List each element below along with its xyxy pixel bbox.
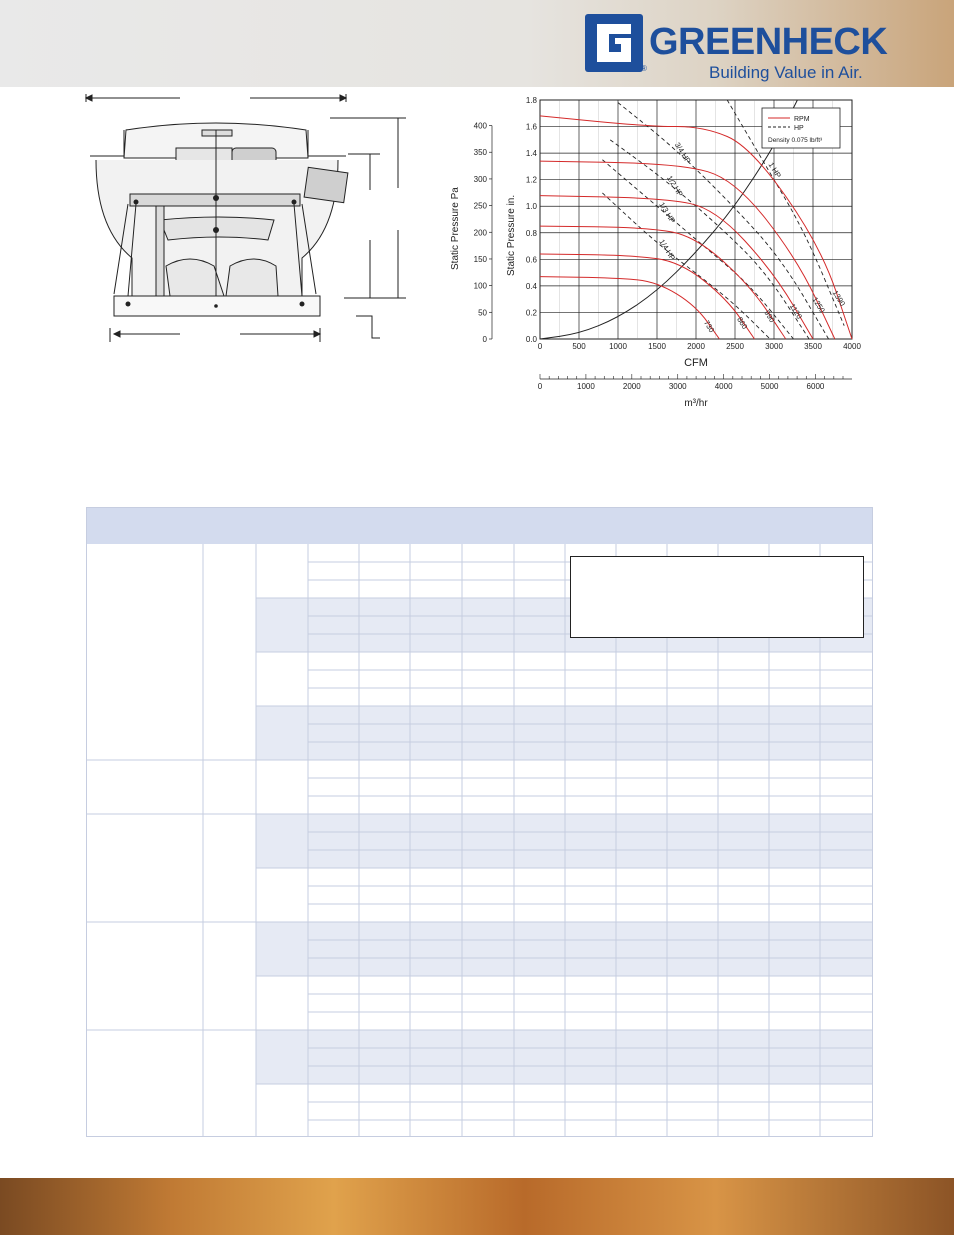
y-tick-label-pa: 350 [473,148,487,158]
table-subgroup-cell [256,1084,308,1136]
x2-axis-label: m³/hr [684,398,708,409]
x-axis-label: CFM [684,357,708,369]
table-subgroup-cell [256,868,308,922]
rpm-curve-label: 990 [762,308,777,325]
y-tick-label-pa: 250 [473,201,487,211]
greenheck-logo-mark-icon [585,14,643,72]
hp-curve-label: 1 HP [766,160,783,180]
hp-curve-label: 1/3 HP [657,200,678,225]
registered-mark: ® [641,64,647,73]
table-row [308,1120,872,1136]
performance-chart [440,90,880,415]
table-row [308,904,872,922]
y-tick-label-in: 1.2 [525,175,537,185]
table-header-band [87,508,872,544]
y-tick-label-in: 0.8 [525,228,537,238]
table-subgroup-cell [256,544,308,598]
table-row [308,976,872,994]
brand-name: GREENHECK [649,21,888,63]
legend-density: Density 0.075 lb/ft³ [768,137,823,144]
table-subgroup-cell [256,922,308,976]
table-row [308,940,872,958]
table-row [308,814,872,832]
fan-dimension-drawing [80,90,410,350]
table-row [308,832,872,850]
y-tick-label-pa: 0 [482,335,487,344]
table-row [308,706,872,724]
table-row [308,670,872,688]
hp-curve-label: 1/2 HP [665,173,685,199]
table-row [308,922,872,940]
y-tick-label-in: 0.4 [525,281,537,291]
table-row [308,1102,872,1120]
x-tick-label: 1000 [609,342,627,351]
performance-chart-svg [440,90,880,415]
hp-curve-label: 1/4 HP [657,237,678,262]
table-row [308,994,872,1012]
y-tick-label-pa: 150 [473,254,487,264]
y-tick-label-pa: 400 [473,121,487,131]
y-tick-label-pa: 50 [478,308,487,318]
chart-legend [762,108,840,148]
rpm-curve-label: 730 [702,318,717,335]
y-tick-label-in: 1.8 [525,96,537,105]
table-subgroup-cell [256,760,308,814]
table-subgroup-cell [256,814,308,868]
table-row [308,958,872,976]
table-row [308,742,872,760]
table-note-box [570,556,864,638]
m3hr-tick-label: 1000 [577,382,595,391]
rpm-curve-label: 860 [735,315,750,331]
y-axis-label-pa: Static Pressure Pa [450,187,461,270]
y-tick-label-pa: 200 [473,228,487,238]
performance-table [86,507,873,1137]
rpm-curve-label: 1120 [787,302,804,321]
x-tick-label: 500 [572,342,586,351]
table-row [308,1030,872,1048]
x-tick-label: 0 [537,342,543,351]
table-subgroup-cell [256,1030,308,1084]
table-subgroup-cell [256,976,308,1030]
table-row [308,688,872,706]
table-subgroup-cell [256,598,308,652]
y-tick-label-pa: 300 [473,174,487,184]
legend-hp: HP [794,125,804,132]
table-row [308,886,872,904]
y-tick-label-in: 1.4 [525,149,537,159]
table-subgroup-cell [256,652,308,706]
y-axis-label-in: Static Pressure in. [506,194,517,276]
y-tick-label-in: 1.0 [525,202,537,212]
x-tick-label: 3000 [765,342,783,351]
table-row [308,652,872,670]
table-row [308,1048,872,1066]
y-tick-label-in: 0.0 [525,335,537,344]
brand-tagline: Building Value in Air. [709,63,863,82]
x-tick-label: 1500 [648,342,666,351]
table-row [308,724,872,742]
table-row [308,850,872,868]
table-row [308,778,872,796]
y-tick-label-in: 0.2 [525,308,537,318]
m3hr-tick-label: 3000 [668,382,687,391]
m3hr-tick-label: 6000 [806,382,825,391]
legend-rpm: RPM [794,116,810,123]
x-tick-label: 2500 [726,342,744,351]
x-tick-label: 4000 [843,342,861,351]
y-tick-label-in: 0.6 [525,255,537,265]
rpm-curve-label: 1250 [810,295,827,315]
table-row [308,796,872,814]
m3hr-tick-label: 0 [537,382,543,391]
table-row [308,760,872,778]
y-tick-label-in: 1.6 [525,122,537,132]
x-tick-label: 3500 [804,342,822,351]
rpm-curve-label: 1390 [830,288,848,308]
hp-curve-label: 3/4 HP [672,140,693,165]
greenheck-logo [585,14,888,84]
table-row [308,1084,872,1102]
footer-band [0,1178,954,1235]
m3hr-tick-label: 2000 [622,382,641,391]
table-row [308,1066,872,1084]
m3hr-tick-label: 5000 [760,382,779,391]
m3hr-tick-label: 4000 [714,382,733,391]
table-row [308,1012,872,1030]
table-row [308,868,872,886]
x-tick-label: 2000 [687,342,705,351]
table-subgroup-cell [256,706,308,760]
y-tick-label-pa: 100 [473,281,487,291]
